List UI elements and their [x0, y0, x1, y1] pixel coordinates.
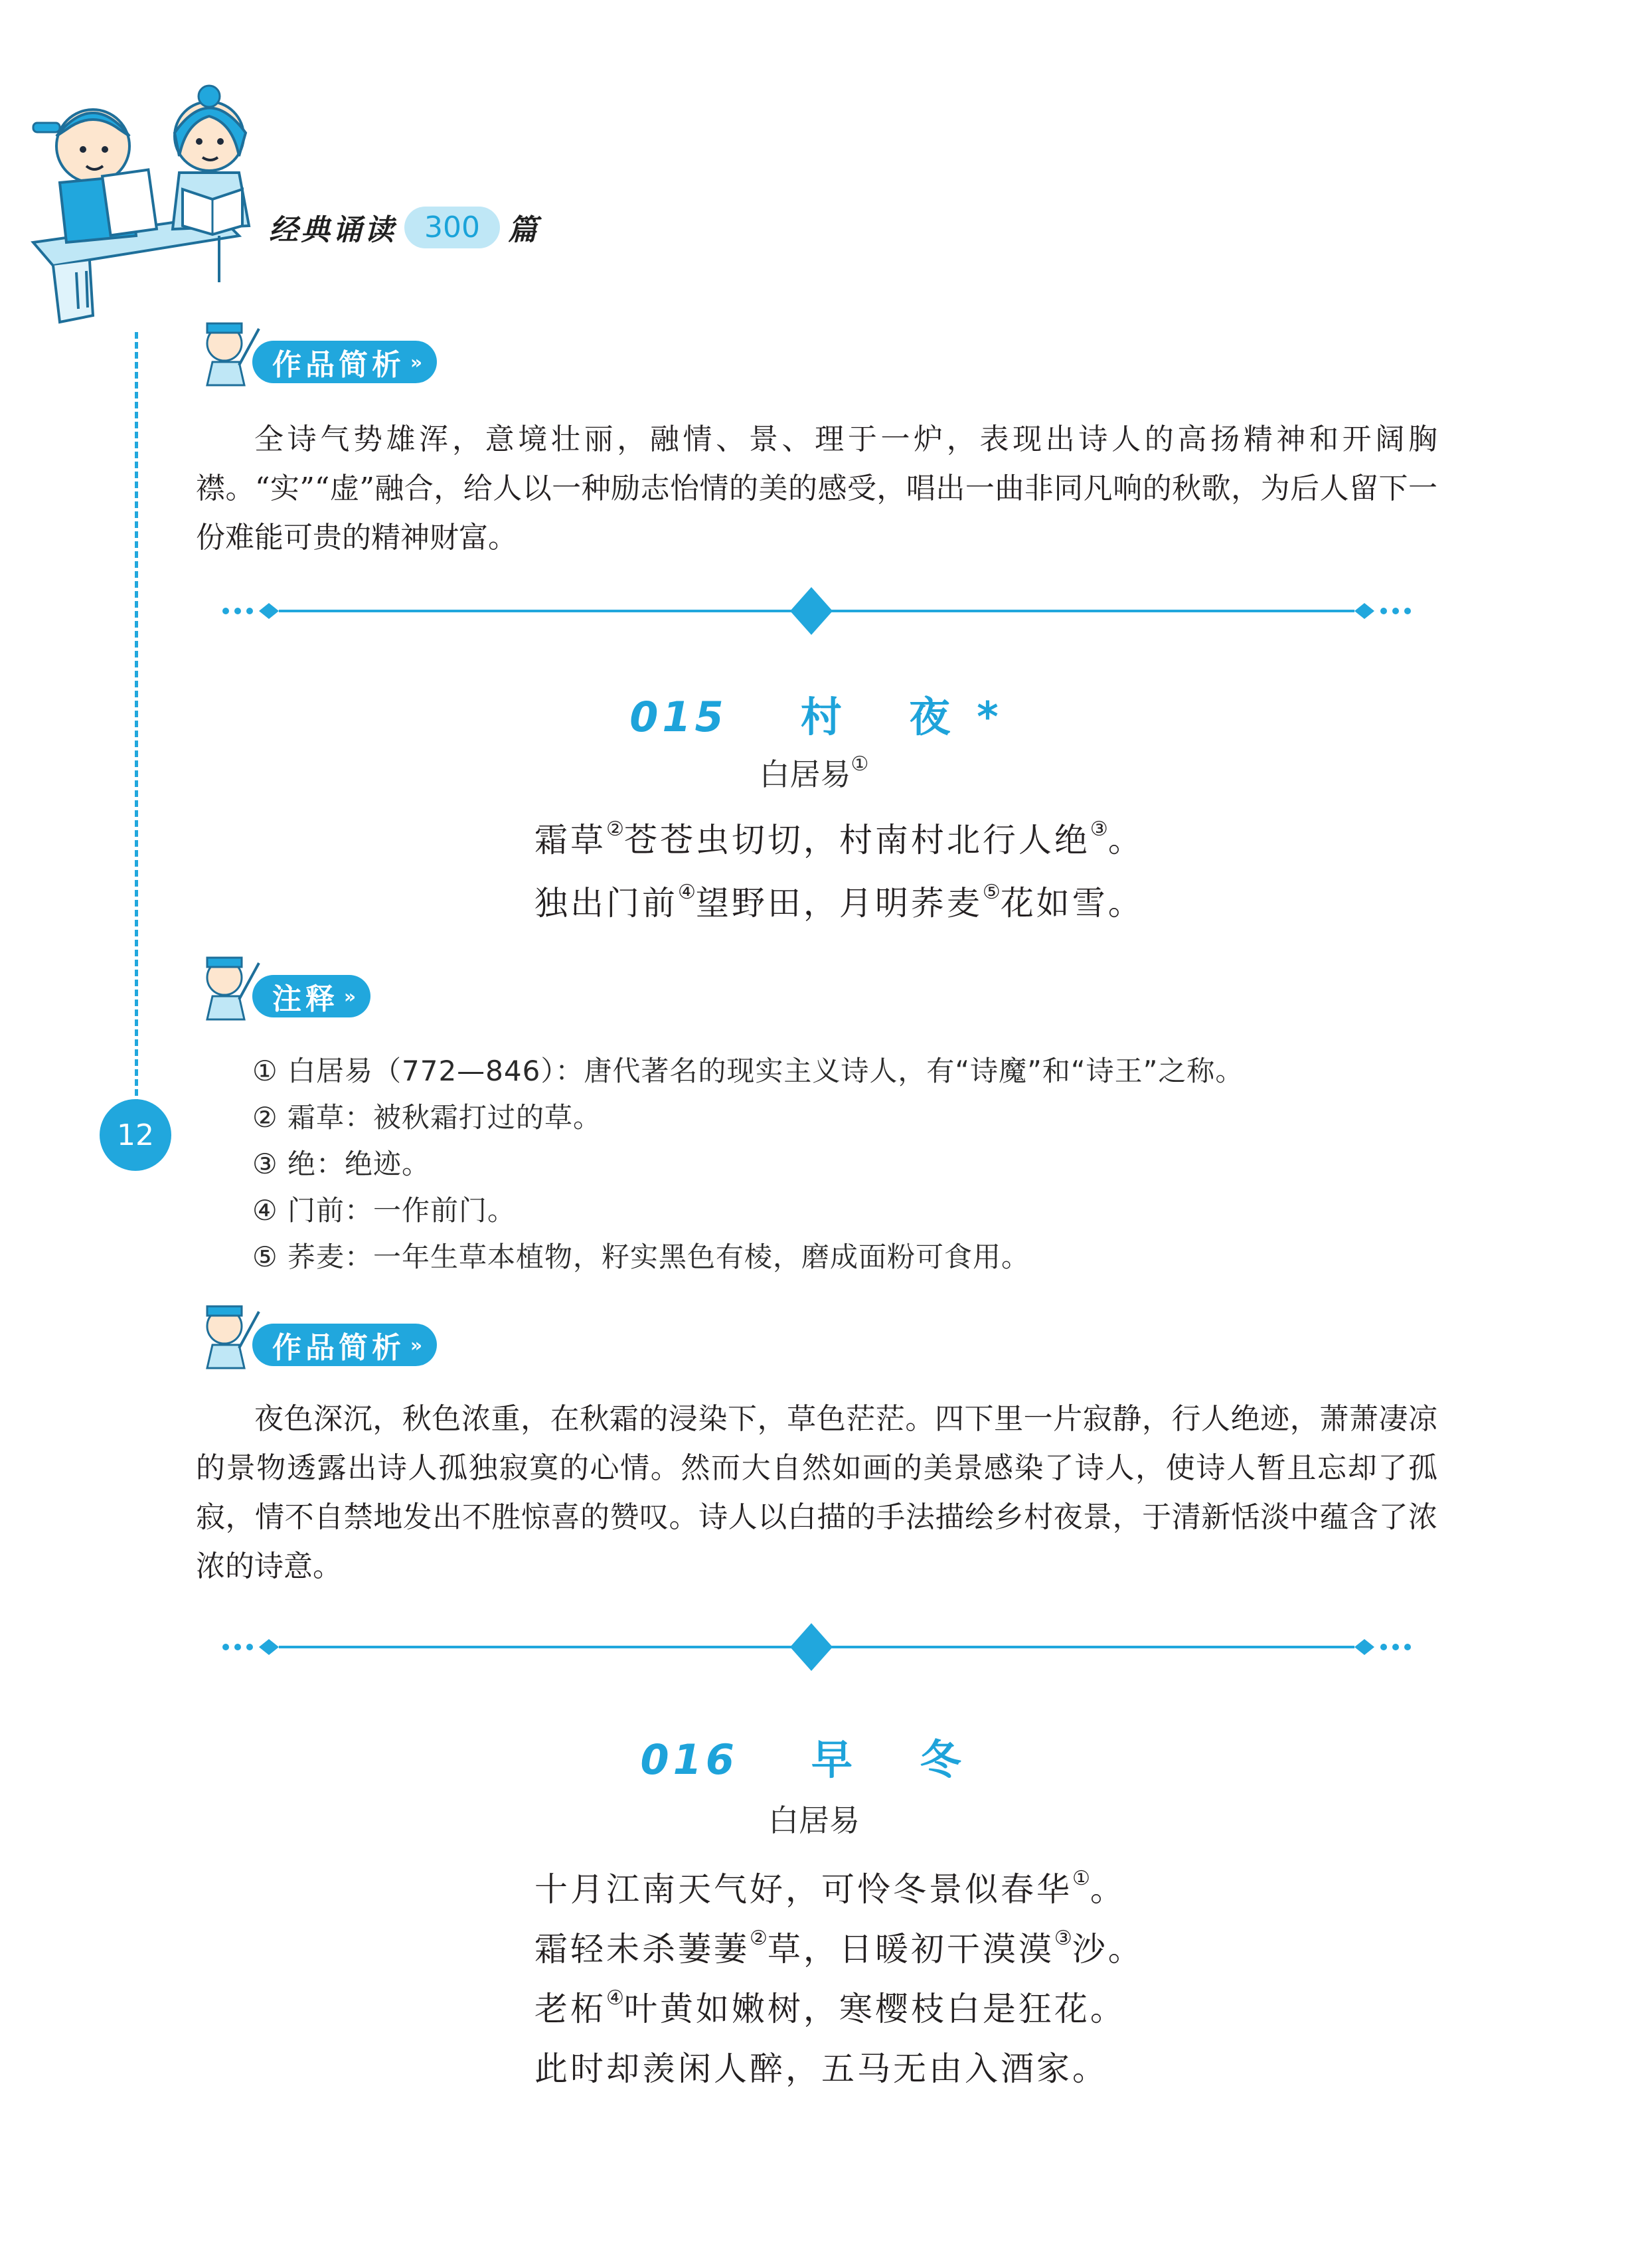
line-text: 。 [1090, 1870, 1126, 1909]
poem-016-line-4 [534, 2042, 1108, 2090]
analysis-badge-label [252, 341, 437, 383]
poem-015-title [0, 684, 1628, 743]
double-arrow-icon: » [410, 351, 423, 373]
page-number: 12 [100, 1099, 171, 1171]
line-text: 独出门前 [534, 884, 678, 922]
poem-015-mark: * [977, 693, 999, 741]
line-text: 老柘 [534, 1990, 606, 2028]
series-prefix: 经典诵读 [269, 213, 396, 247]
analysis-paragraph-top: 全诗气势雄浑，意境壮丽，融情、景、理于一炉，表现出诗人的高扬精神和开阔胸襟。“实”“虚”融合，给人以一种励志怡情的美的感受，唱出一曲非同凡响的秋歌，为后人留下一份难能可贵的精神财富。 [196, 422, 1437, 555]
line-text: 沙。 [1072, 1930, 1144, 1968]
footnote-mark: ⑤ [982, 881, 1001, 905]
poem-016-name: 早 冬 [811, 1735, 988, 1784]
analysis-badge-text: 作品简析 [272, 348, 405, 382]
analysis-paragraph-015: 夜色深沉，秋色浓重，在秋霜的浸染下，草色茫茫。四下里一片寂静，行人绝迹，萧萧凄凉的景物透露出诗人孤独寂寞的心情。然而大自然如画的美景感染了诗人，使诗人暂且忘却了孤寂，情不自禁地发出不胜惊喜的赞叹。诗人以白描的手法描绘乡村夜景，于清新恬淡中蕴含了浓浓的诗意。 [196, 1402, 1437, 1583]
kids-reading-illustration [20, 83, 299, 329]
note-1: ① 白居易（772—846）：唐代著名的现实主义诗人，有“诗魔”和“诗王”之称。 [252, 1055, 1244, 1087]
line-text: 霜草 [534, 821, 606, 859]
line-text: 叶黄如嫩树，寒樱枝白是狂花。 [623, 1990, 1126, 2028]
analysis-badge-text: 作品简析 [272, 1331, 405, 1365]
poem-016-title [0, 1727, 1628, 1786]
poem-016-author: 白居易 [768, 1802, 860, 1838]
diamond-divider [219, 1620, 1414, 1674]
note-2: ② 霜草：被秋霜打过的草。 [252, 1101, 602, 1134]
diamond-divider [219, 584, 1414, 638]
footnote-mark: ④ [606, 1986, 624, 2010]
line-text: 此时却羡闲人醉，五马无由入酒家。 [534, 2050, 1108, 2088]
poem-015-name: 村 夜 [800, 693, 977, 741]
series-title [269, 206, 540, 248]
poem-015-author [0, 750, 1628, 794]
poem-016-code: 016 [640, 1735, 738, 1784]
poem-016-line-2 [534, 1923, 1144, 1970]
poem-015-line-2 [534, 877, 1144, 924]
poem-015-code: 015 [629, 693, 728, 741]
double-arrow-icon: » [344, 985, 357, 1007]
footnote-mark: ② [750, 1927, 768, 1951]
notes-badge-text: 注释 [272, 982, 339, 1016]
footnote-mark: ① [1072, 1867, 1090, 1891]
poem-016-line-1 [534, 1863, 1126, 1911]
series-number-badge: 300 [404, 207, 500, 248]
footnote-mark: ② [606, 818, 624, 841]
footnote-mark: ① [851, 752, 869, 776]
line-text: 草，日暖初干漠漠 [767, 1930, 1054, 1968]
line-text: 。 [1107, 821, 1144, 859]
notes-badge-label [252, 975, 370, 1017]
note-4: ④ 门前：一作前门。 [252, 1194, 517, 1227]
analysis-badge-label [252, 1324, 437, 1366]
footnote-mark: ③ [1054, 1927, 1072, 1951]
line-text: 望野田，月明荞麦 [695, 884, 983, 922]
footnote-mark: ③ [1090, 818, 1108, 841]
note-3: ③ 绝：绝迹。 [252, 1148, 431, 1180]
line-text: 霜轻未杀萋萋 [534, 1930, 750, 1968]
poem-016-line-3 [534, 1982, 1126, 2030]
series-suffix: 篇 [507, 213, 540, 247]
line-text: 苍苍虫切切，村南村北行人绝 [623, 821, 1090, 859]
line-text: 十月江南天气好，可怜冬景似春华 [534, 1870, 1072, 1909]
poem-015-line-1 [534, 814, 1144, 861]
line-text: 花如雪。 [1000, 884, 1144, 922]
poem-015-author-name: 白居易 [759, 756, 851, 792]
double-arrow-icon: » [410, 1334, 423, 1356]
footnote-mark: ④ [678, 881, 696, 905]
note-5: ⑤ 荞麦：一年生草本植物，籽实黑色有棱，磨成面粉可食用。 [252, 1241, 1030, 1273]
